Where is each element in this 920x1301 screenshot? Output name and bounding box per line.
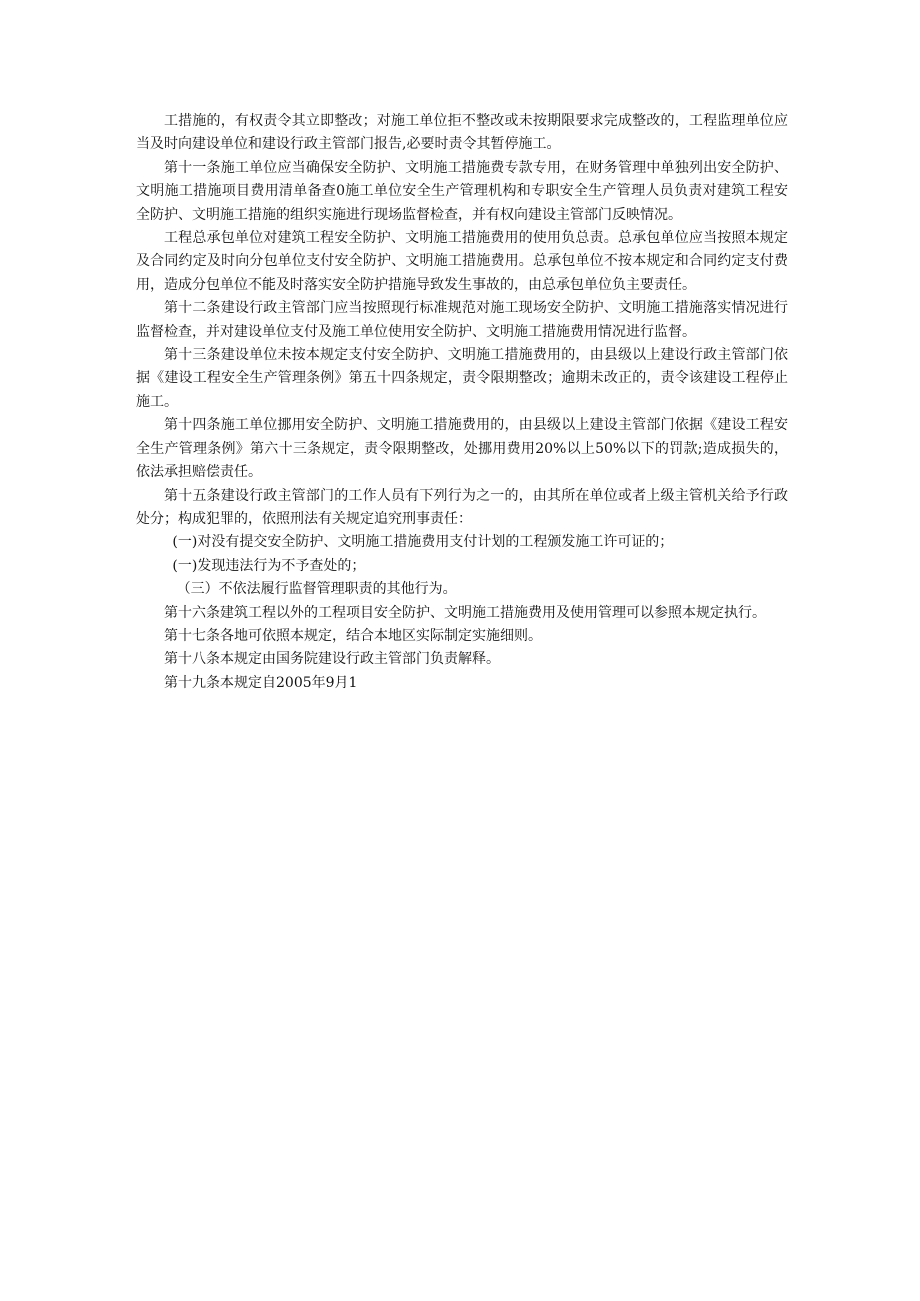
paragraph-article-16: 第十六条建筑工程以外的工程项目安全防护、文明施工措施费用及使用管理可以参照本规定执行。 <box>164 604 766 621</box>
paragraph-article-14: 第十四条施工单位挪用安全防护、文明施工措施费用的，由县级以上建设主管部门依据《建设工程安全生产管理条例》第六十三条规定，责令限期整改，处挪用费用20%以上50%以下的罚款;造成损失的，依法承担赔偿责任。 <box>136 417 788 481</box>
document-body <box>136 110 788 695</box>
paragraph-article-18: 第十八条本规定由国务院建设行政主管部门负责解释。 <box>164 651 500 668</box>
paragraph-article-11: 第十一条施工单位应当确保安全防护、文明施工措施费专款专用，在财务管理中单独列出安全防护、文明施工措施项目费用清单备查0施工单位安全生产管理机构和专职安全生产管理人员负责对建筑工程安全防护、文明施工措施的组织实施进行现场监督检查，并有权向建设主管部门反映情况。 <box>136 159 788 223</box>
paragraph-continuation: 工措施的，有权责令其立即整改；对施工单位拒不整改或未按期限要求完成整改的，工程监理单位应当及时向建设单位和建设行政主管部门报告,必要时责令其暂停施工。 <box>136 113 788 153</box>
list-item-1: (一)对没有提交安全防护、文明施工措施费用支付计划的工程颁发施工许可证的； <box>172 534 674 551</box>
paragraph-article-19: 第十九条本规定自2005年9月1 <box>164 674 358 691</box>
list-item-3: （三）不依法履行监督管理职责的其他行为。 <box>176 581 457 598</box>
paragraph-article-15: 第十五条建设行政主管部门的工作人员有下列行为之一的，由其所在单位或者上级主管机关给予行政处分；构成犯罪的，依照刑法有关规定追究刑事责任： <box>136 487 788 527</box>
paragraph-article-13: 第十三条建设单位未按本规定支付安全防护、文明施工措施费用的，由县级以上建设行政主管部门依据《建设工程安全生产管理条例》第五十四条规定，责令限期整改；逾期未改正的，责令该建设工程停止施工。 <box>136 347 788 410</box>
paragraph-article-12: 第十二条建设行政主管部门应当按照现行标准规范对施工现场安全防护、文明施工措施落实情况进行监督检查，并对建设单位支付及施工单位使用安全防护、文明施工措施费用情况进行监督。 <box>136 300 788 340</box>
paragraph-article-17: 第十七条各地可依照本规定，结合本地区实际制定实施细则。 <box>164 627 542 644</box>
list-item-2: (一)发现违法行为不予查处的； <box>172 557 366 574</box>
paragraph-general-contractor: 工程总承包单位对建筑工程安全防护、文明施工措施费用的使用负总责。总承包单位应当按照本规定及合同约定及时向分包单位支付安全防护、文明施工措施费用。总承包单位不按本规定和合同约定支付费用，造成分包单位不能及时落实安全防护措施导致发生事故的，由总承包单位负主要责任。 <box>136 230 788 293</box>
